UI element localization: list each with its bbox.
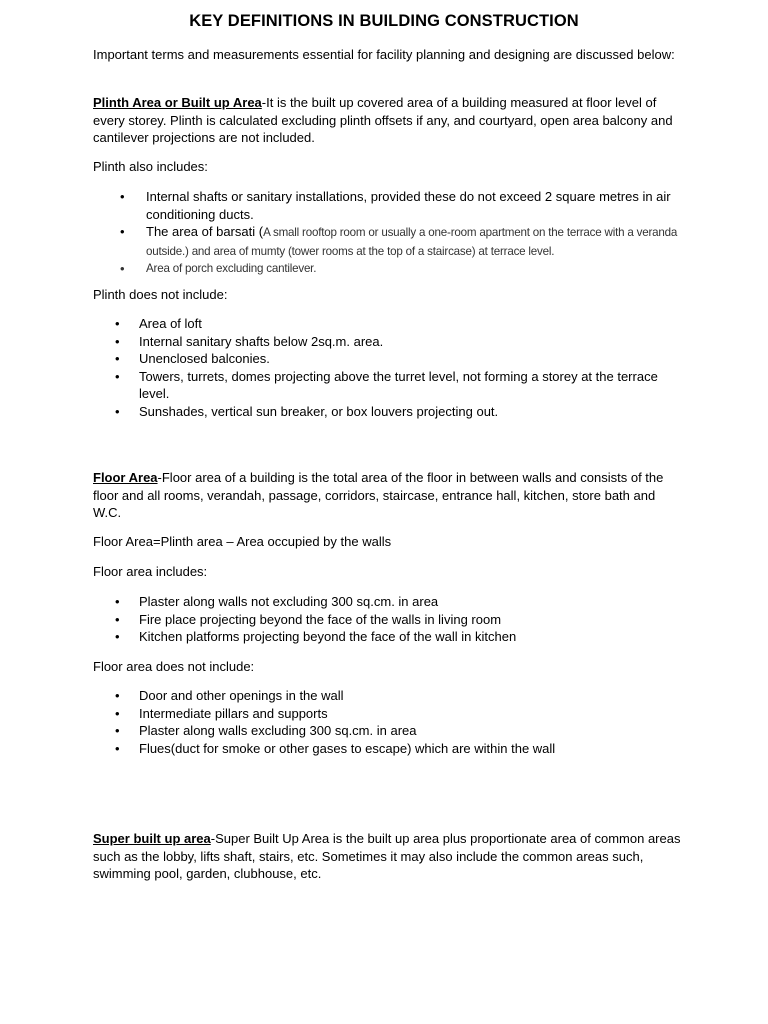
intro-paragraph: Important terms and measurements essential for facility planning and designing are discussed below:	[93, 47, 675, 62]
list-item: • Door and other openings in the wall	[115, 687, 682, 705]
plinth-excludes-list	[115, 315, 682, 421]
plinth-definition-text: -It is the built up covered area of a building measured at floor level of every storey. Plinth is calculated excluding plinth offsets if any, and courtyard, open area balcony and cantilever projections are not included.	[93, 95, 673, 146]
floor-includes-list	[115, 593, 682, 646]
list-item	[120, 223, 682, 260]
floor-formula: Floor Area=Plinth area – Area occupied by the walls	[93, 534, 392, 549]
super-definition-text: -Super Built Up Area is the built up area plus proportionate area of common areas such as the lobby, lifts shaft, stairs, etc. Sometimes it may also include the common areas such, swimming pool, garden, clubhouse, etc.	[93, 831, 681, 882]
floor-excludes-list	[115, 687, 682, 757]
list-item: • Fire place projecting beyond the face of the walls in living room	[115, 611, 682, 629]
floor-includes-heading: Floor area includes:	[93, 564, 208, 579]
floor-term: Floor Area	[93, 470, 158, 485]
list-item: • Flues(duct for smoke or other gases to escape) which are within the wall	[115, 740, 682, 758]
list-item: • Plaster along walls excluding 300 sq.cm. in area	[115, 722, 682, 740]
plinth-term: Plinth Area or Built up Area	[93, 95, 262, 110]
floor-definition	[93, 469, 683, 522]
list-item: • Area of porch excluding cantilever.	[120, 260, 682, 278]
floor-definition-text: -Floor area of a building is the total area of the floor in between walls and consists of the floor and all rooms, verandah, passage, corridors, staircase, entrance hall, kitchen, store bath and W.C.	[93, 470, 664, 521]
list-item: • Kitchen platforms projecting beyond the face of the wall in kitchen	[115, 628, 682, 646]
super-definition	[93, 830, 683, 883]
plinth-excludes-heading: Plinth does not include:	[93, 287, 228, 302]
list-item: • Area of loft	[115, 315, 682, 333]
floor-excludes-heading: Floor area does not include:	[93, 659, 255, 674]
list-item-note: A small rooftop room or usually a one-room apartment on the terrace with a veranda outside.) and area of mumty (tower rooms at the top of a staircase) at terrace level.	[146, 226, 678, 258]
list-item-lead: The area of barsati (	[146, 224, 264, 240]
list-item: • Internal sanitary shafts below 2sq.m. area.	[115, 333, 682, 351]
super-term: Super built up area	[93, 831, 211, 846]
document-title: KEY DEFINITIONS IN BUILDING CONSTRUCTION	[189, 12, 579, 30]
plinth-includes-list	[120, 188, 682, 278]
list-item: • Sunshades, vertical sun breaker, or box louvers projecting out.	[115, 403, 682, 421]
list-item: • Internal shafts or sanitary installations, provided these do not exceed 2 square metres in air conditioning ducts.	[120, 188, 682, 223]
list-item: • Unenclosed balconies.	[115, 350, 682, 368]
list-item: • Plaster along walls not excluding 300 sq.cm. in area	[115, 593, 682, 611]
plinth-includes-heading: Plinth also includes:	[93, 159, 208, 174]
list-item: • Towers, turrets, domes projecting above the turret level, not forming a storey at the terrace level.	[115, 368, 682, 403]
list-item: • Intermediate pillars and supports	[115, 705, 682, 723]
plinth-definition	[93, 94, 683, 147]
